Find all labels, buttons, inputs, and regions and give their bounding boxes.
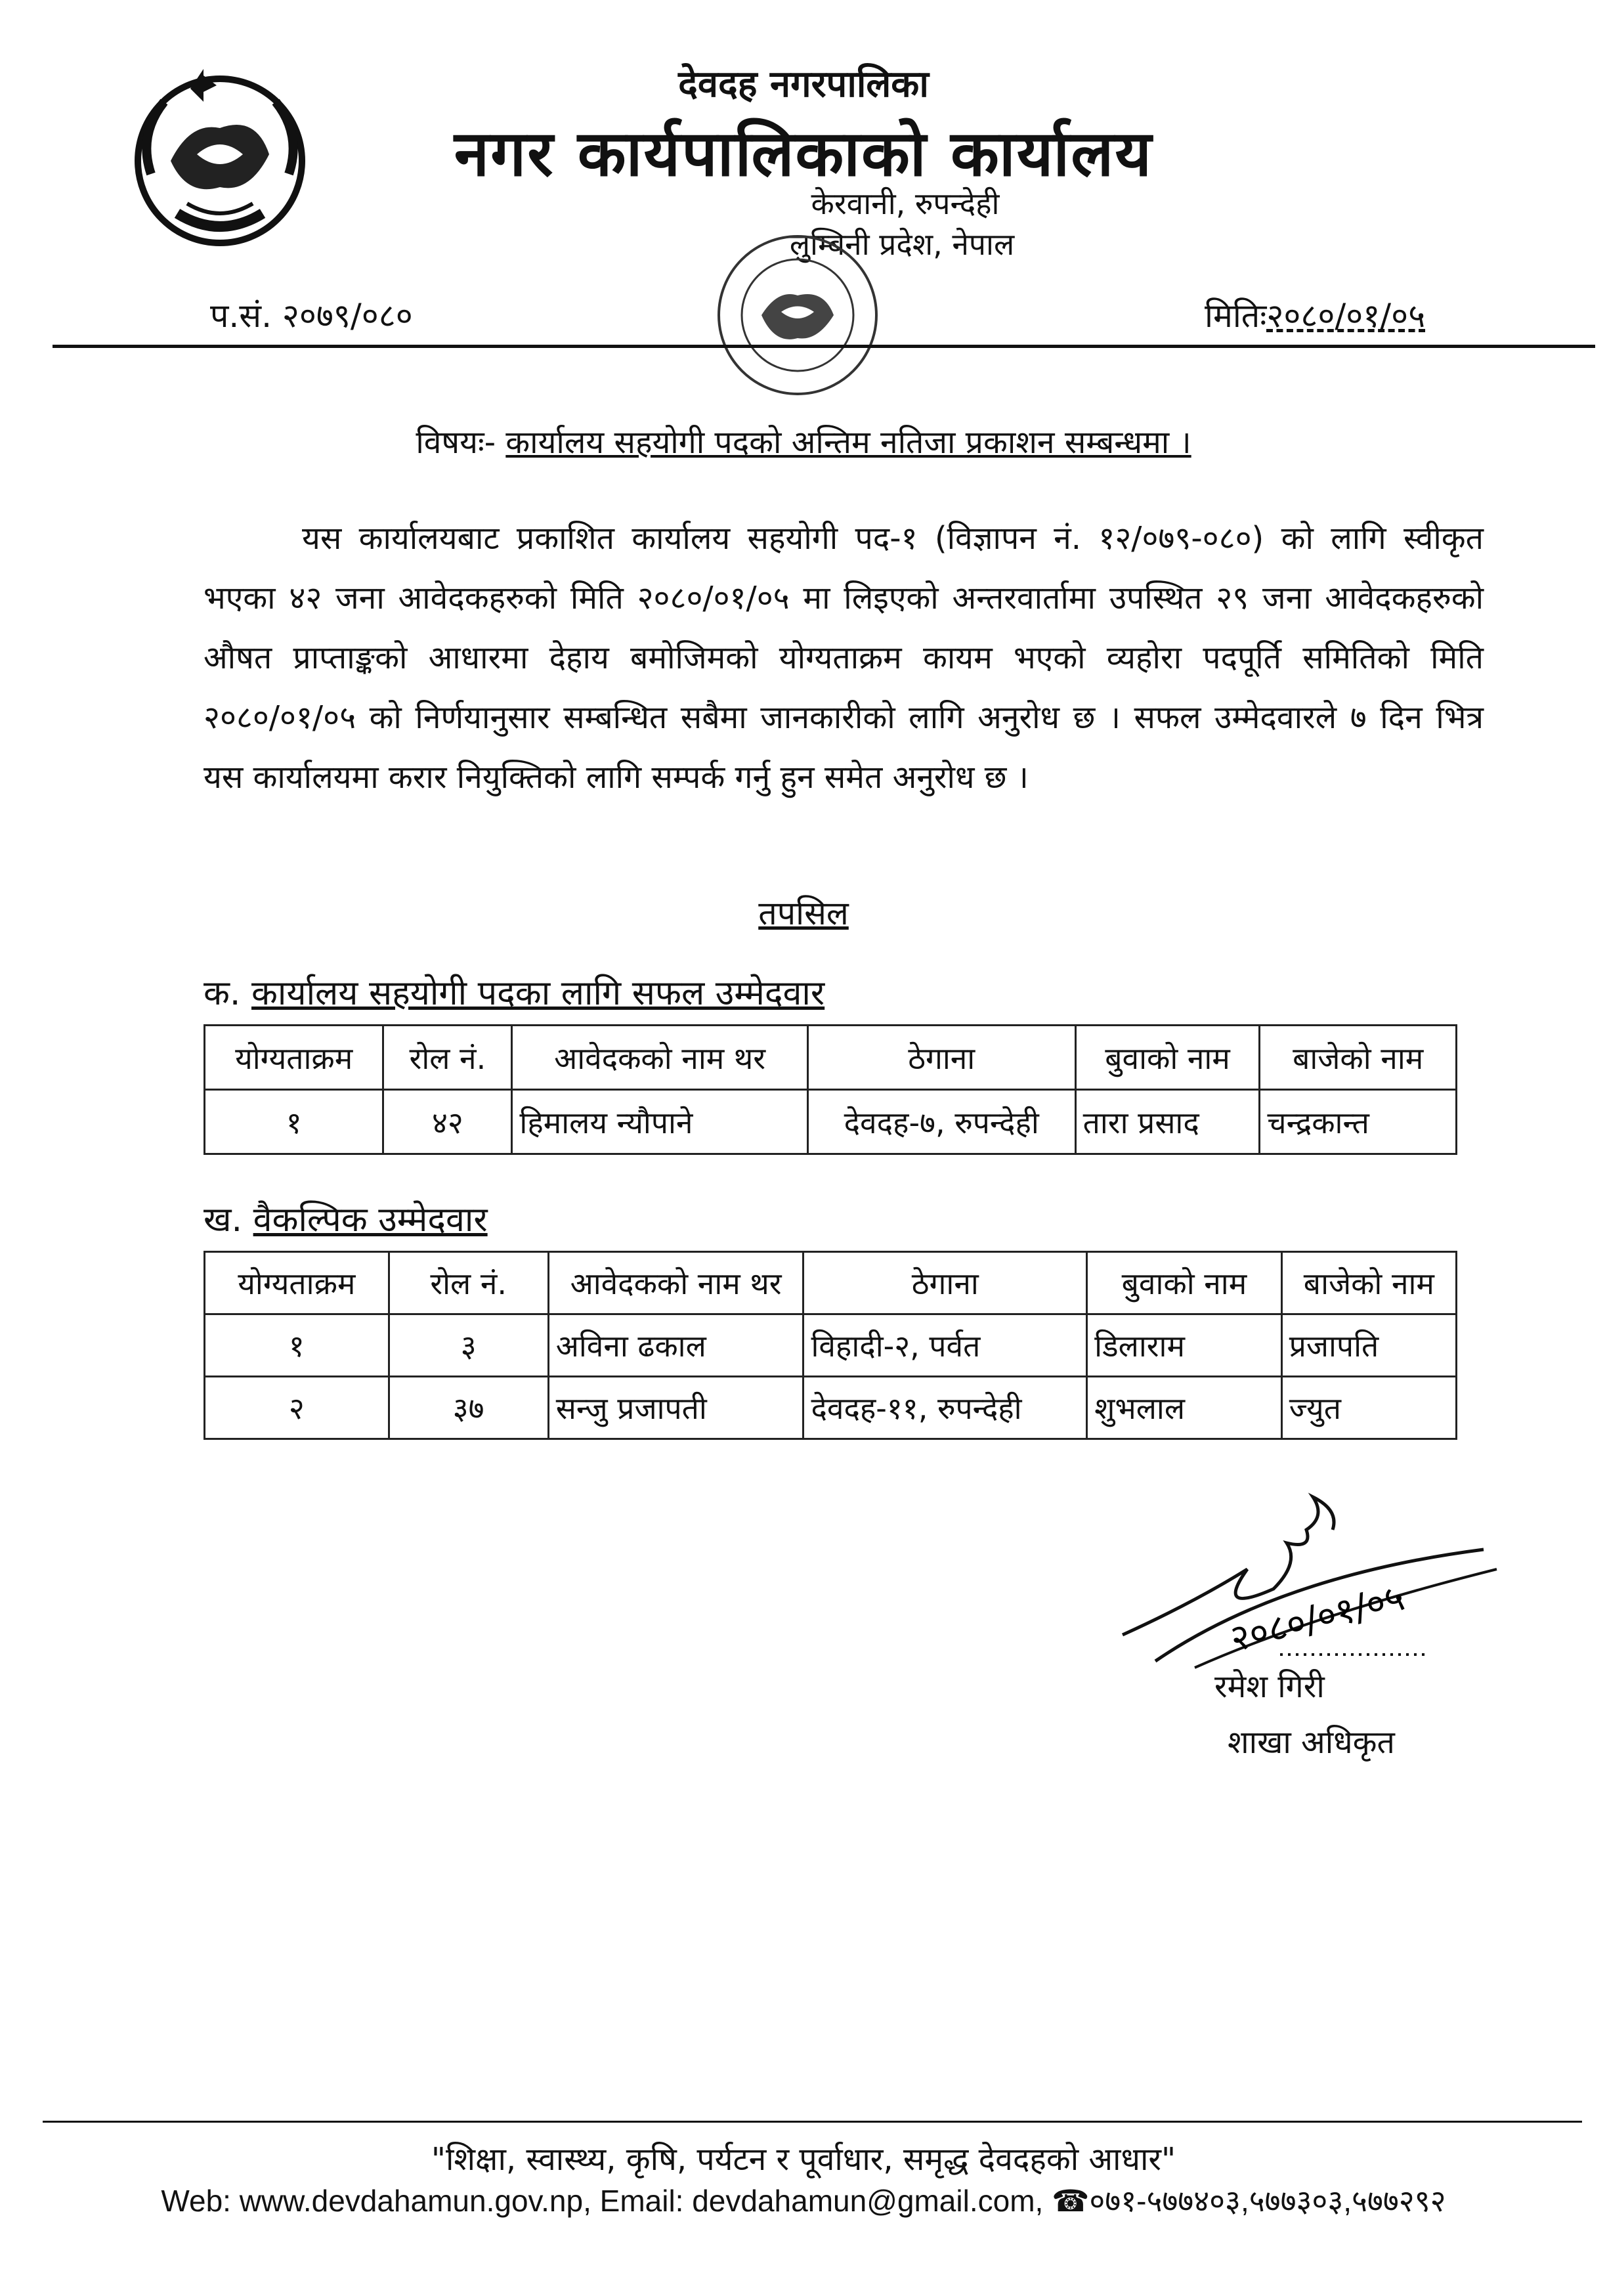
details-heading: तपसिल: [758, 894, 849, 932]
subject-label: विषयः-: [416, 424, 506, 461]
reference-label: प.सं.: [210, 297, 282, 335]
cell-roll: ३७: [389, 1377, 548, 1439]
office-stamp: [699, 230, 909, 427]
cell-name: हिमालय न्यौपाने: [512, 1090, 807, 1154]
cell-father: डिलाराम: [1087, 1314, 1282, 1377]
letter-body: यस कार्यालयबाट प्रकाशित कार्यालय सहयोगी पद-१ (विज्ञापन नं. १२/०७९-०८०) को लागि स्वीकृत भएका ४२ जना आवेदकहरुको मिति २०८०/०१/०५ मा लिइएको अन्तरवार्तामा उपस्थित २९ जना आवेदकहरुको औषत प्राप्ताङ्कको आधारमा देहाय बमोजिमको योग्यताक्रम कायम भएको व्यहोरा पदपूर्ति समितिको मिति २०८०/०१/०५ को निर्णयानुसार सम्बन्धित सबैमा जानकारीको लागि अनुरोध छ । सफल उम्मेदवारले ७ दिन भित्र यस कार्यालयमा करार नियुक्तिको लागि सम्पर्क गर्नु हुन समेत अनुरोध छ ।: [204, 520, 1484, 796]
cell-address: विहादी-२, पर्वत: [804, 1314, 1087, 1377]
section-b-prefix: ख.: [204, 1200, 253, 1240]
cell-name: सन्जु प्रजापती: [548, 1377, 804, 1439]
section-b-heading: [204, 1195, 488, 1242]
cell-name: अविना ढकाल: [548, 1314, 804, 1377]
cell-roll: ४२: [383, 1090, 512, 1154]
date-value: २०८०/०१/०५: [1266, 297, 1426, 335]
col-header-rank: योग्यताक्रम: [205, 1252, 389, 1314]
table-header-row: [205, 1026, 1457, 1090]
cell-address: देवदह-७, रुपन्देही: [807, 1090, 1075, 1154]
signatory-name: रमेश गिरी: [1214, 1668, 1325, 1705]
cell-rank: १: [205, 1314, 389, 1377]
col-header-name: आवेदकको नाम थर: [512, 1026, 807, 1090]
footer-motto: "शिक्षा, स्वास्थ्य, कृषि, पर्यटन र पूर्वाधार, समृद्ध देवदहको आधार": [431, 2141, 1176, 2178]
section-a-prefix: क.: [204, 974, 251, 1013]
col-header-grandfather: बाजेको नाम: [1281, 1252, 1456, 1314]
col-header-address: ठेगाना: [807, 1026, 1075, 1090]
col-header-father: बुवाको नाम: [1087, 1252, 1282, 1314]
col-header-address: ठेगाना: [804, 1252, 1087, 1314]
address-line-1: केरवानी, रुपन्देही: [811, 186, 1000, 221]
table-header-row: [205, 1252, 1457, 1314]
reference-value: २०७९/०८०: [282, 297, 413, 335]
cell-father: तारा प्रसाद: [1075, 1090, 1260, 1154]
municipality-name: देवदह नगरपालिका: [678, 63, 929, 106]
subject-text: कार्यालय सहयोगी पदको अन्तिम नतिजा प्रकाशन सम्बन्धमा ।: [505, 424, 1191, 461]
col-header-rank: योग्यताक्रम: [205, 1026, 383, 1090]
signature-date: २०८०/०१/०५: [1226, 1576, 1409, 1661]
alternate-candidates-table: [204, 1251, 1457, 1440]
cell-address: देवदह-११, रुपन्देही: [804, 1377, 1087, 1439]
col-header-name: आवेदकको नाम थर: [548, 1252, 804, 1314]
address-line-2: लुम्बिनी प्रदेश, नेपाल: [789, 227, 1015, 262]
cell-grandfather: ज्युत: [1281, 1377, 1456, 1439]
cell-rank: १: [205, 1090, 383, 1154]
footer-contact: Web: www.devdahamun.gov.np, Email: devdahamun@gmail.com, ☎०७१-५७७४०३,५७७३०३,५७७२९२: [161, 2184, 1446, 2218]
table-row: [205, 1377, 1457, 1439]
successful-candidates-table: [204, 1024, 1457, 1155]
section-b-title: वैकल्पिक उम्मेदवार: [253, 1200, 488, 1240]
letter-date: [1205, 292, 1425, 337]
footer-divider: [43, 2121, 1582, 2123]
cell-roll: ३: [389, 1314, 548, 1377]
table-row: [205, 1090, 1457, 1154]
cell-grandfather: प्रजापति: [1281, 1314, 1456, 1377]
table-row: [205, 1314, 1457, 1377]
cell-rank: २: [205, 1377, 389, 1439]
section-a-heading: [204, 968, 825, 1015]
section-a-title: कार्यालय सहयोगी पदका लागि सफल उम्मेदवार: [251, 974, 825, 1013]
cell-grandfather: चन्द्रकान्त: [1260, 1090, 1457, 1154]
reference-number: [210, 292, 413, 337]
office-title: नगर कार्यपालिकाको कार्यालय: [454, 117, 1153, 190]
signatory-title: शाखा अधिकृत: [1228, 1724, 1395, 1761]
col-header-grandfather: बाजेको नाम: [1260, 1026, 1457, 1090]
header-divider: [53, 345, 1595, 348]
cell-father: शुभलाल: [1087, 1377, 1282, 1439]
col-header-father: बुवाको नाम: [1075, 1026, 1260, 1090]
subject-line: [0, 420, 1607, 463]
col-header-roll: रोल नं.: [389, 1252, 548, 1314]
date-label: मितिः: [1205, 297, 1267, 335]
col-header-roll: रोल नं.: [383, 1026, 512, 1090]
